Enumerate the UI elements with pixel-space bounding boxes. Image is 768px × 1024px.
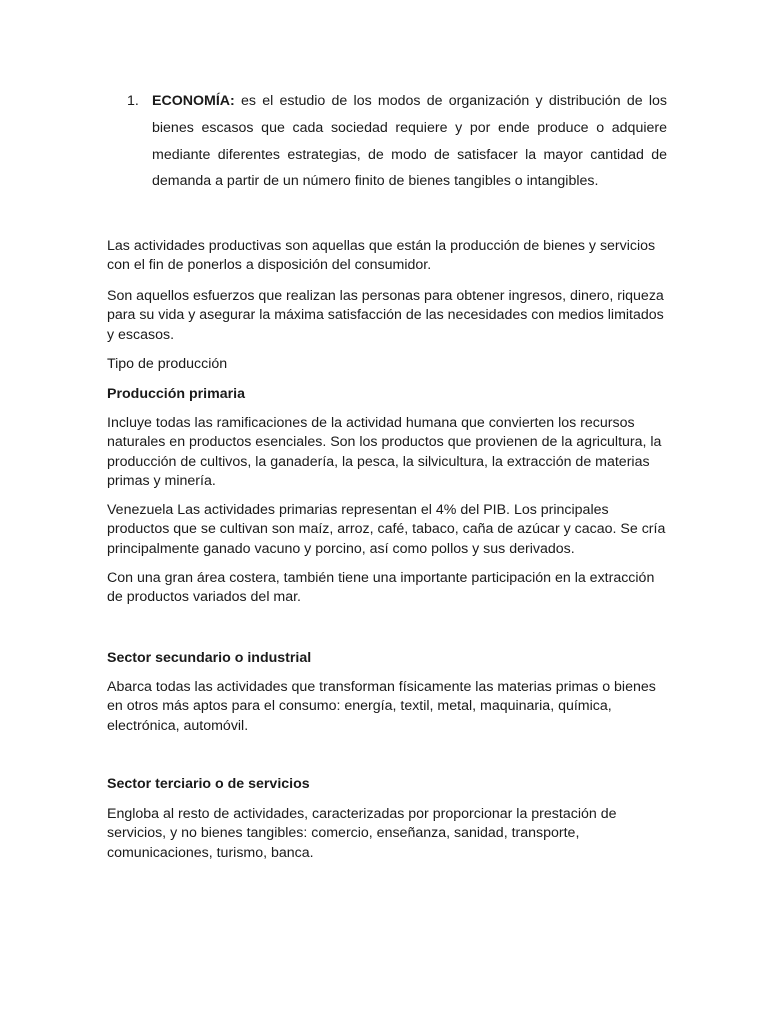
heading-secondary-sector: Sector secundario o industrial [107, 650, 312, 666]
paragraph-secondary-description: Abarca todas las actividades que transforman físicamente las materias primas o bienes en otros más aptos para el consumo: energía, textil, metal, maquinaria, química, electrónica, automóvil. [107, 679, 656, 734]
list-item-text [152, 88, 667, 195]
paragraph-production-type: Tipo de producción [107, 356, 228, 372]
list-number: 1. [127, 93, 139, 109]
paragraph-coastal-area: Con una gran área costera, también tiene una importante participación en la extracción de productos variados del mar. [107, 570, 655, 606]
paragraph-tertiary-description: Engloba al resto de actividades, caracterizadas por proporcionar la prestación de servicios, y no bienes tangibles: comercio, enseñanza, sanidad, transporte, comunicaciones, turismo, banca. [107, 806, 617, 861]
numbered-list-item [127, 88, 667, 195]
heading-tertiary-sector: Sector terciario o de servicios [107, 776, 310, 792]
list-item-term: ECONOMÍA: [152, 93, 235, 109]
paragraph-venezuela: Venezuela Las actividades primarias representan el 4% del PIB. Los principales productos que se cultivan son maíz, arroz, café, tabaco, caña de azúcar y cacao. Se cría principalmente ganado vacuno y porcino, así como pollos y sus derivados. [107, 502, 666, 557]
paragraph-productive-activities: Las actividades productivas son aquellas que están la producción de bienes y servicios con el fin de ponerlos a disposición del consumidor. [107, 238, 656, 274]
list-item-definition: es el estudio de los modos de organización y distribución de los bienes escasos que cada sociedad requiere y por ende produce o adquiere mediante diferentes estrategias, de modo de satisfacer la mayor cantidad de demanda a partir de un número finito de bienes tangibles o intangibles. [152, 93, 667, 190]
paragraph-efforts: Son aquellos esfuerzos que realizan las personas para obtener ingresos, dinero, riqueza para su vida y asegurar la máxima satisfacción de las necesidades con medios limitados y escasos. [107, 288, 664, 343]
heading-primary-production: Producción primaria [107, 386, 245, 402]
paragraph-primary-description: Incluye todas las ramificaciones de la actividad humana que convierten los recursos naturales en productos esenciales. Son los productos que provienen de la agricultura, la producción de cultivos, la ganadería, la pesca, la silvicultura, la extracción de materias primas y minería. [107, 415, 662, 490]
